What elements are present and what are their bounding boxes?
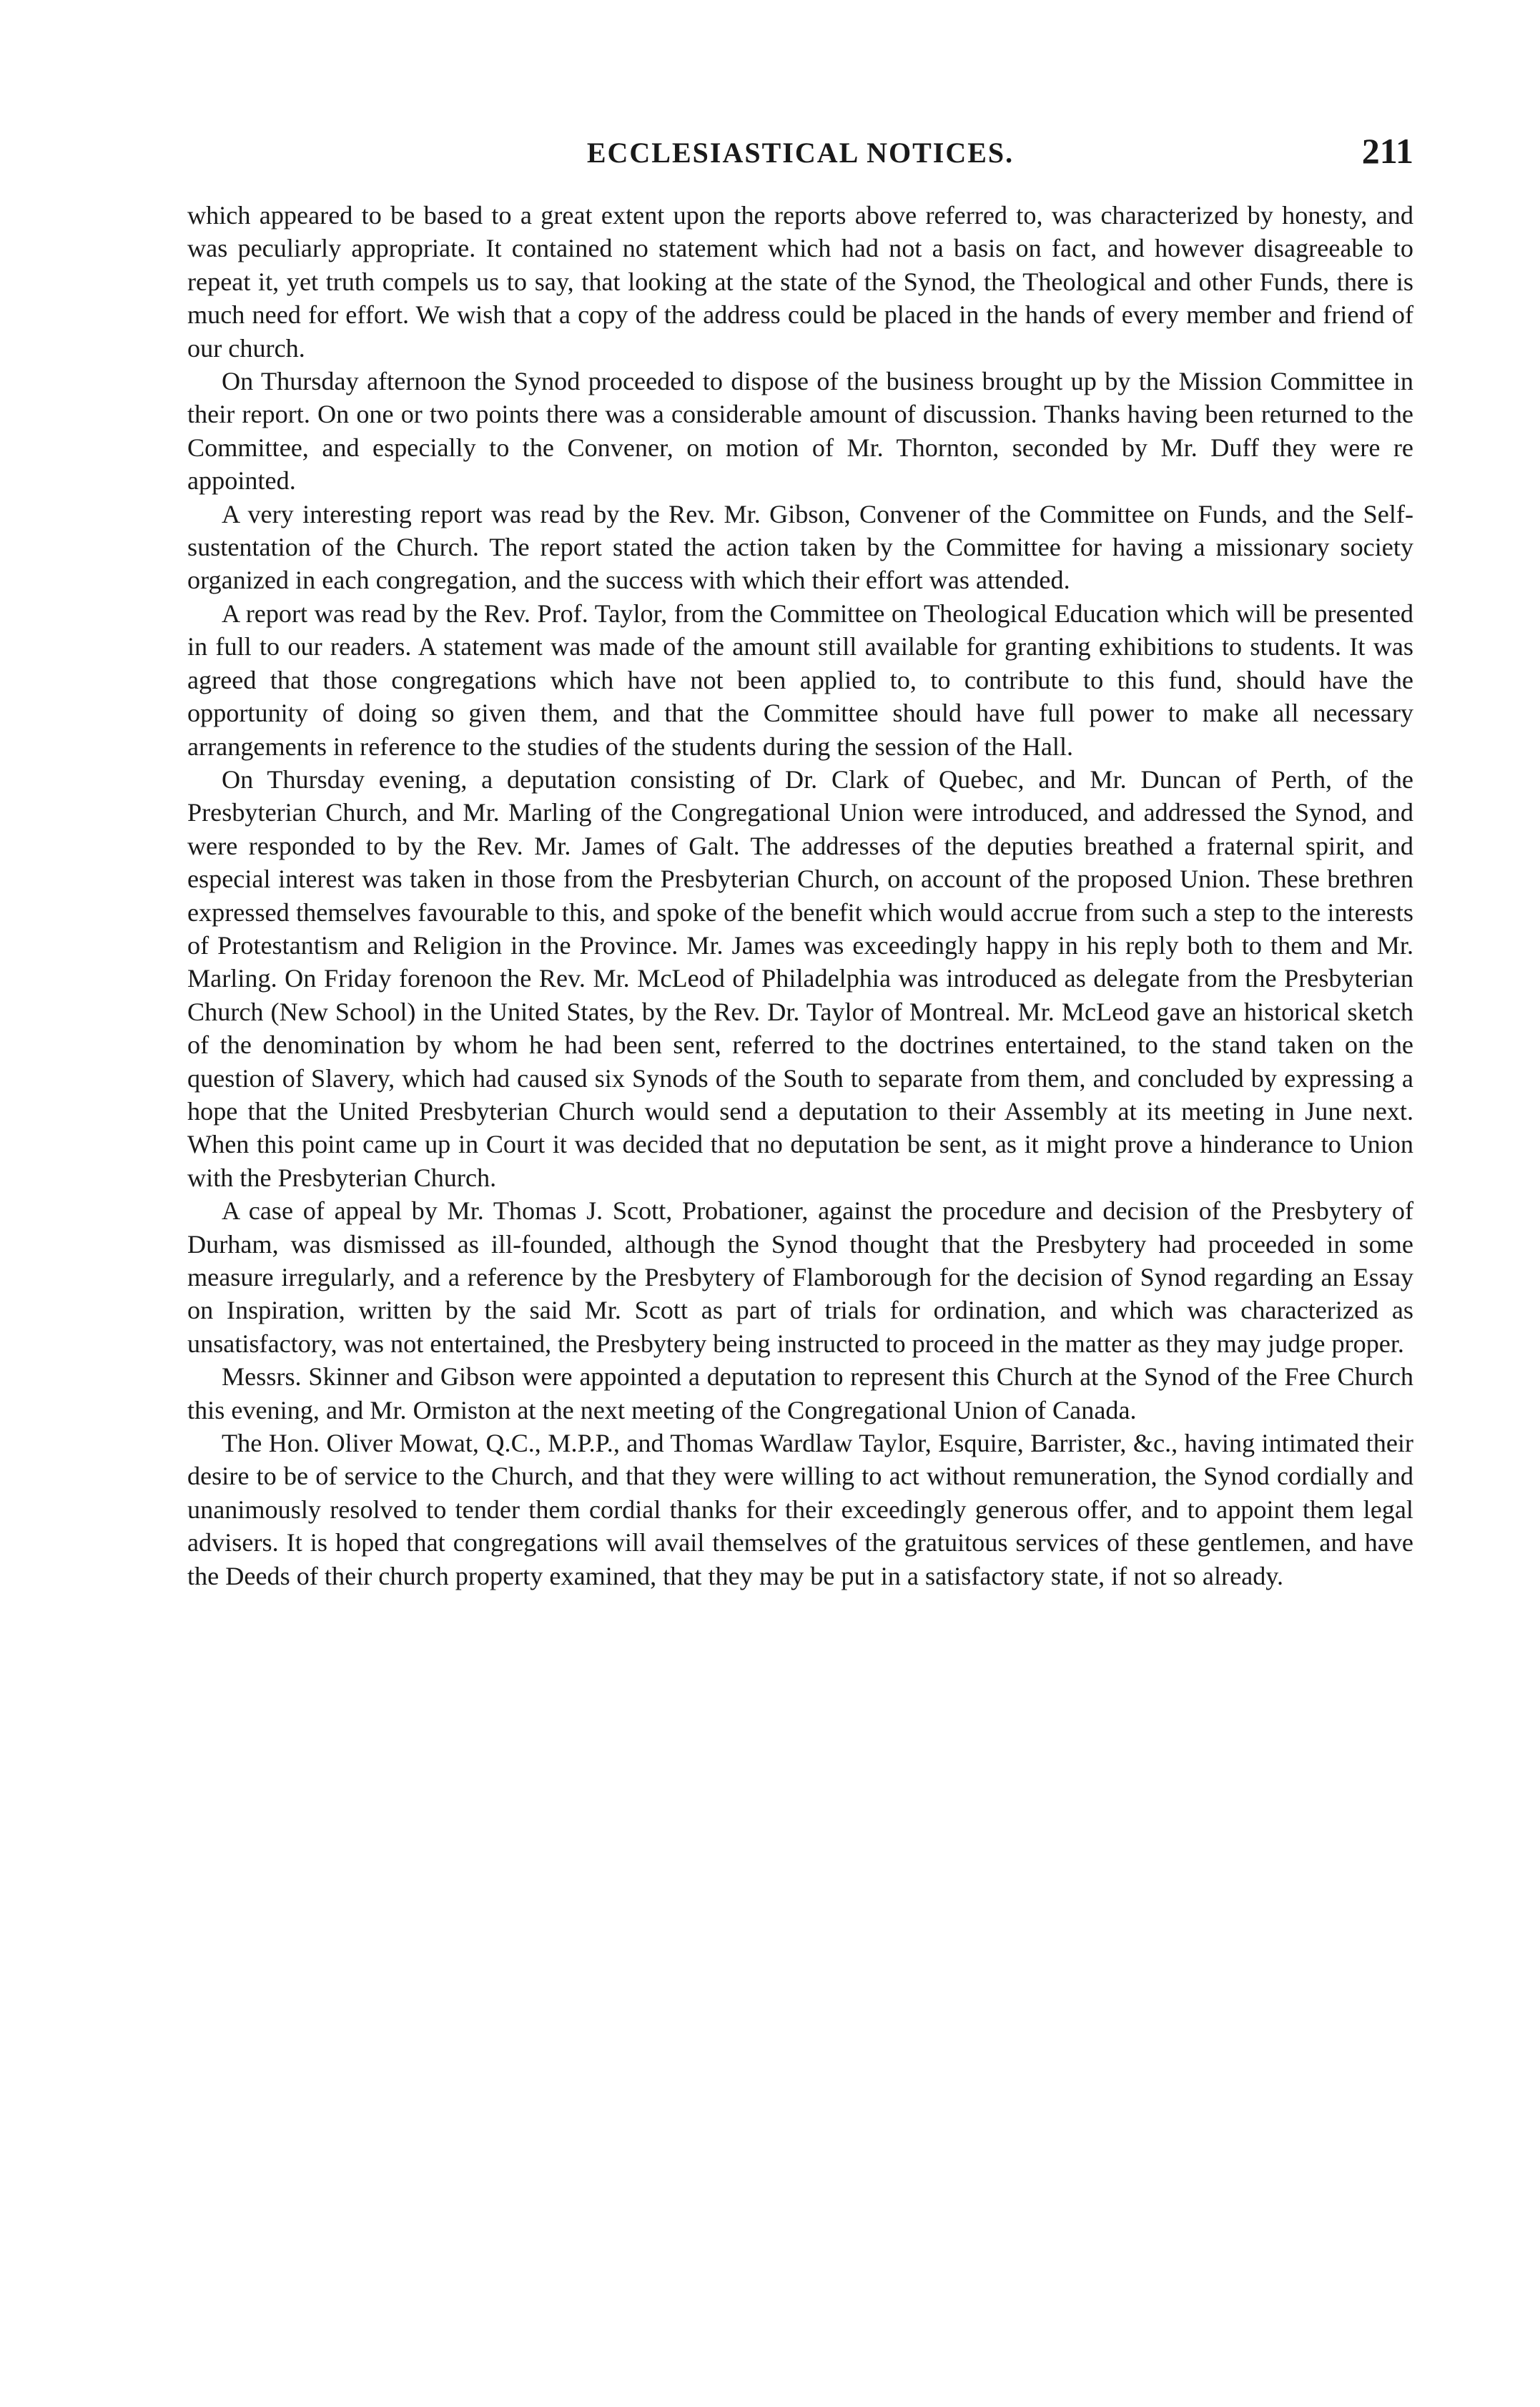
paragraph-mission-committee: On Thursday afternoon the Synod proceeded to dispose of the business brought up by the Mission Committee in their report. On one or two points there was a considerable amount of discussion. Thanks having been returned to the Committee, and especially to the Convener, on motion of Mr. Thornton, seconded by Mr. Duff they were re appointed. [187, 367, 1413, 496]
page-header [187, 131, 1413, 180]
running-head: ECCLESIASTICAL NOTICES. [586, 137, 1015, 169]
paragraph-free-church-deputation: Messrs. Skinner and Gibson were appointed a deputation to represent this Church at the Synod of the Free Church this evening, and Mr. Ormiston at the next meeting of the Congregational Union of Canada. [187, 1362, 1413, 1424]
paragraph-deputation: On Thursday evening, a deputation consisting of Dr. Clark of Quebec, and Mr. Duncan of Perth, of the Presbyterian Church, and Mr. Marling of the Congregational Union were introduced, and addressed the Synod, and were responded to by the Rev. Mr. James of Galt. The addresses of the deputies breathed a fraternal spirit, and especial interest was taken in those from the Presbyterian Church, on account of the proposed Union. These brethren expressed themselves favourable to this, and spoke of the benefit which would accrue from such a step to the interests of Protestantism and Religion in the Province. Mr. James was exceedingly happy in his reply both to them and Mr. Marling. On Friday forenoon the Rev. Mr. McLeod of Philadelphia was introduced as delegate from the Presbyterian Church (New School) in the United States, by the Rev. Dr. Taylor of Montreal. Mr. McLeod gave an historical sketch of the denomination by whom he had been sent, referred to the doctrines entertained, to the stand taken on the question of Slavery, which had caused six Synods of the South to separate from them, and concluded by expressing a hope that the United Presbyterian Church would send a deputation to their Assembly at its meeting in June next. When this point came up in Court it was decided that no deputation be sent, as it might prove a hinderance to Union with the Presbyterian Church. [187, 764, 1413, 1192]
paragraph-appeal-case: A case of appeal by Mr. Thomas J. Scott, Probationer, against the procedure and decision of the Presbytery of Durham, was dismissed as ill-founded, although the Synod thought that the Presbytery had proceeded in some measure irregularly, and a reference by the Presbytery of Flamborough for the decision of Synod regarding an Essay on Inspiration, written by the said Mr. Scott as part of trials for ordination, and which was characterized as unsatisfactory, was not entertained, the Presbytery being instructed to proceed in the matter as they may judge proper. [187, 1196, 1413, 1358]
page-number: 211 [1361, 131, 1413, 171]
paragraph-continuation: which appeared to be based to a great extent upon the reports above referred to, was characterized by honesty, and was peculiarly appropriate. It contained no statement which had not a basis on fact, and however disagreeable to repeat it, yet truth compels us to say, that looking at the state of the Synod, the Theological and other Funds, there is much need for effort. We wish that a copy of the address could be placed in the hands of every member and friend of our church. [187, 201, 1413, 363]
article-body [187, 199, 1413, 1593]
paragraph-funds-report: A very interesting report was read by the Rev. Mr. Gibson, Convener of the Committee on Funds, and the Self-sustentation of the Church. The report stated the action taken by the Committee for having a missionary society organized in each congregation, and the success with which their effort was attended. [187, 499, 1413, 595]
page [187, 131, 1413, 1593]
paragraph-legal-advisers: The Hon. Oliver Mowat, Q.C., M.P.P., and Thomas Wardlaw Taylor, Esquire, Barrister, &c., having intimated their desire to be of service to the Church, and that they were willing to act without remuneration, the Synod cordially and unanimously resolved to tender them cordial thanks for their exceedingly generous offer, and to appoint them legal advisers. It is hoped that congregations will avail themselves of the gratuitous services of these gentlemen, and have the Deeds of their church property examined, that they may be put in a satisfactory state, if not so already. [187, 1429, 1413, 1590]
paragraph-theological-education: A report was read by the Rev. Prof. Taylor, from the Committee on Theological Education which will be presented in full to our readers. A statement was made of the amount still available for granting exhibitions to students. It was agreed that those congregations which have not been applied to, to contribute to this fund, should have the opportunity of doing so given them, and that the Committee should have full power to make all necessary arrangements in reference to the studies of the students during the session of the Hall. [187, 599, 1413, 761]
